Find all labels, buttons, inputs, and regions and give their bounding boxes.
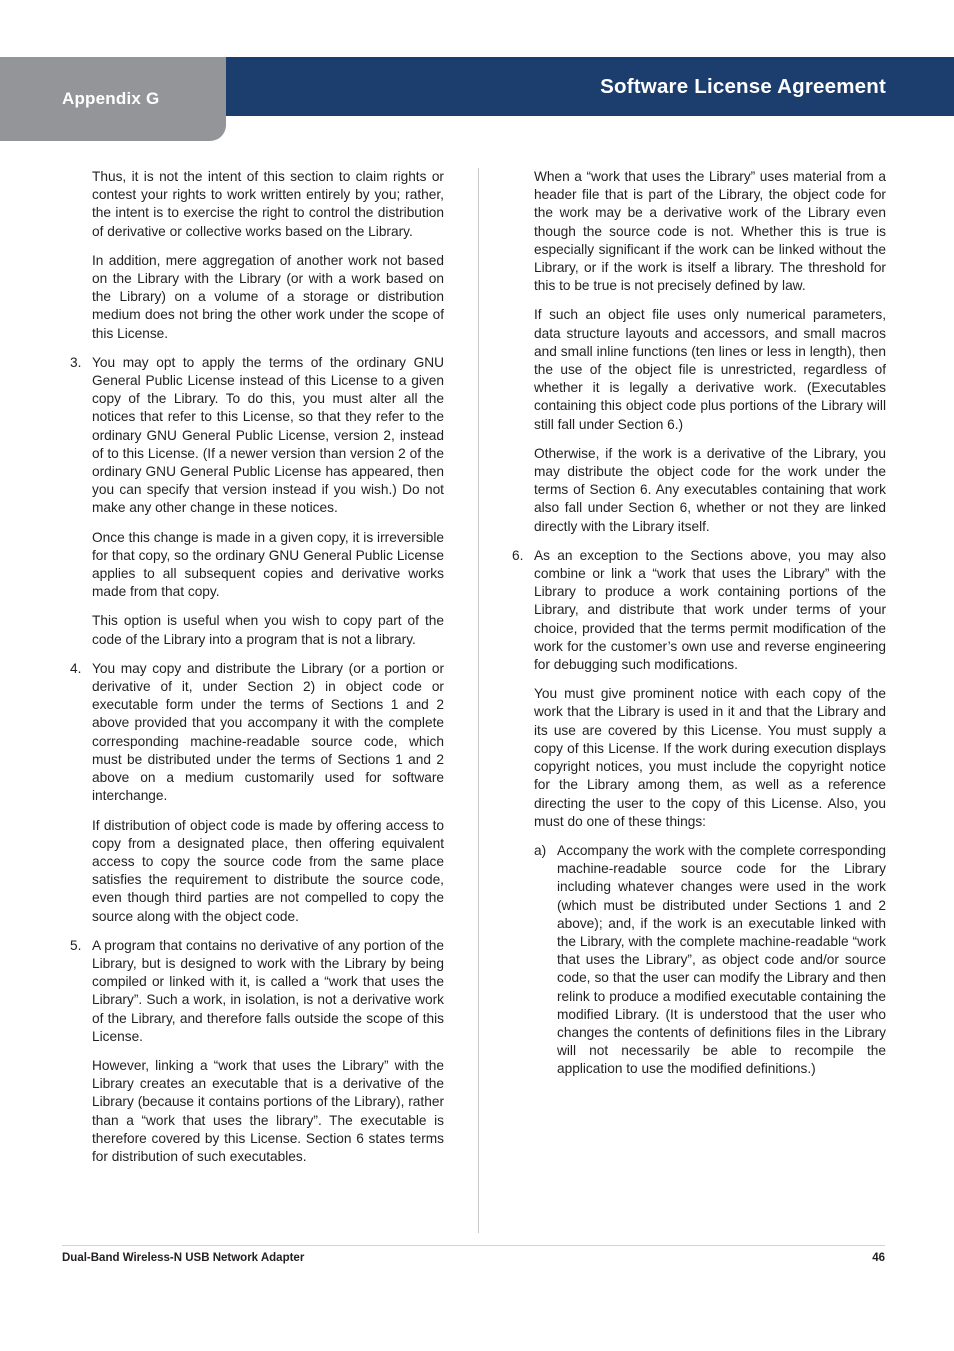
footer-page-number: 46 xyxy=(872,1252,885,1264)
paragraph: In addition, mere aggregation of another work not based on the Library with the Library (or with a work based on the Library) on a volume of a storage or distribution medium does not bring the other work under the scope of this License. xyxy=(92,252,444,341)
column-divider xyxy=(478,168,479,1233)
list-item-text: You may opt to apply the terms of the ordinary GNU General Public License instead of this License to a given copy of the Library. To do this, you must alter all the notices that refer to this License, so that they refer to the ordinary GNU General Public License, version 2, instead of to this License. (If a newer version than version 2 of the ordinary GNU General Public License has appeared, then you can specify that version instead if you wish.) Do not make any other change in these notices. xyxy=(92,354,444,516)
list-item-number: 6. xyxy=(512,547,524,563)
list-item xyxy=(70,660,444,806)
paragraph: Once this change is made in a given copy, it is irreversible for that copy, so the ordinary GNU General Public License applies to all subsequent copies and derivative works made from that copy. xyxy=(92,529,444,600)
footer-product-name: Dual-Band Wireless-N USB Network Adapter xyxy=(62,1252,305,1264)
list-item xyxy=(512,547,886,674)
list-item-text: A program that contains no derivative of any portion of the Library, but is designed to work with the Library by being compiled or linked with it, is called a “work that uses the Library”. Such a work, in isolation, is not a derivative work of the Library, and therefore falls outside the scope of this License. xyxy=(92,937,444,1044)
sub-list-item xyxy=(534,842,886,1079)
paragraph: Thus, it is not the intent of this section to claim rights or contest your rights to work written entirely by you; rather, the intent is to exercise the right to control the distribution of derivative or collective works based on the Library. xyxy=(92,169,444,239)
appendix-label: Appendix G xyxy=(62,89,160,108)
paragraph: This option is useful when you wish to copy part of the code of the Library into a program that is not a library. xyxy=(92,613,444,647)
paragraph: When a “work that uses the Library” uses material from a header file that is part of the Library, the object code for the work may be a derivative work of the Library even though the source code is not. Whether this is true is especially significant if the work can be linked without the Library, or if the work is itself a library. The threshold for this to be true is not precisely defined by law. xyxy=(534,169,886,294)
page-title: Software License Agreement xyxy=(600,74,886,98)
list-item-number: 3. xyxy=(70,354,82,370)
list-item xyxy=(70,937,444,1046)
paragraph: Otherwise, if the work is a derivative of the Library, you may distribute the object code for the work under the terms of Section 6. Any executables containing that work also fall under Section 6, whether or not they are linked directly with the Library itself. xyxy=(534,445,886,534)
list-item xyxy=(70,354,444,518)
paragraph: However, linking a “work that uses the Library” with the Library creates an executable that is a derivative of the Library (because it contains portions of the Library), rather than a “work that uses the library”. The executable is therefore covered by this License. Section 6 states terms for distribution of such executables. xyxy=(92,1057,444,1164)
right-column xyxy=(512,168,886,1090)
sub-list-item-text: Accompany the work with the complete corresponding machine-readable source code for the Library including whatever changes were used in the work (which must be distributed under Sections 1 and 2 above); and, if the work is an executable linked with the Library, with the complete machine-readable “work that uses the Library”, as object code and/or source code, so that the user can modify the Library and then relink to produce a modified executable containing the modified Library. (It is understood that the user who changes the contents of definitions files in the Library will not necessarily be able to recompile the application to use the modified definitions.) xyxy=(557,842,886,1077)
sub-list-item-letter: a) xyxy=(534,842,547,858)
list-item-number: 4. xyxy=(70,660,82,676)
paragraph: If such an object file uses only numerical parameters, data structure layouts and accessors, and small macros and small inline functions (ten lines or less in length), then the use of the object file is unrestricted, regardless of whether it is legally a derivative work. (Executables containing this object code plus portions of the Library will still fall under Section 6.) xyxy=(534,307,886,432)
page-footer xyxy=(62,1245,885,1264)
left-column xyxy=(70,168,444,1177)
paragraph: If distribution of object code is made by offering access to copy from a designated place, then offering equivalent access to copy the source code from the same place satisfies the requirement to distribute the source code, even though third parties are not compelled to copy the source along with the object code. xyxy=(92,817,444,924)
paragraph: You must give prominent notice with each copy of the work that the Library is used in it and that the Library and its use are covered by this License. You must supply a copy of this License. If the work during execution displays copyright notices, you must include the copyright notice for the Library among them, as well as a reference directing the user to the copy of this License. Also, you must do one of these things: xyxy=(534,686,886,829)
list-item-number: 5. xyxy=(70,937,82,953)
appendix-tab xyxy=(0,57,226,141)
list-item-text: As an exception to the Sections above, you may also combine or link a “work that uses the Library” with the Library to produce a work containing portions of the Library, and distribute that work under terms of your choice, provided that the terms permit modification of the work for the customer’s own use and reverse engineering for debugging such modifications. xyxy=(534,547,886,673)
list-item-text: You may copy and distribute the Library (or a portion or derivative of it, under Section 2) in object code or executable form under the terms of Sections 1 and 2 above provided that you accompany it with the complete corresponding machine-readable source code, which must be distributed under the terms of Sections 1 and 2 above on a medium customarily used for software interchange. xyxy=(92,660,444,804)
title-bar xyxy=(226,57,954,116)
